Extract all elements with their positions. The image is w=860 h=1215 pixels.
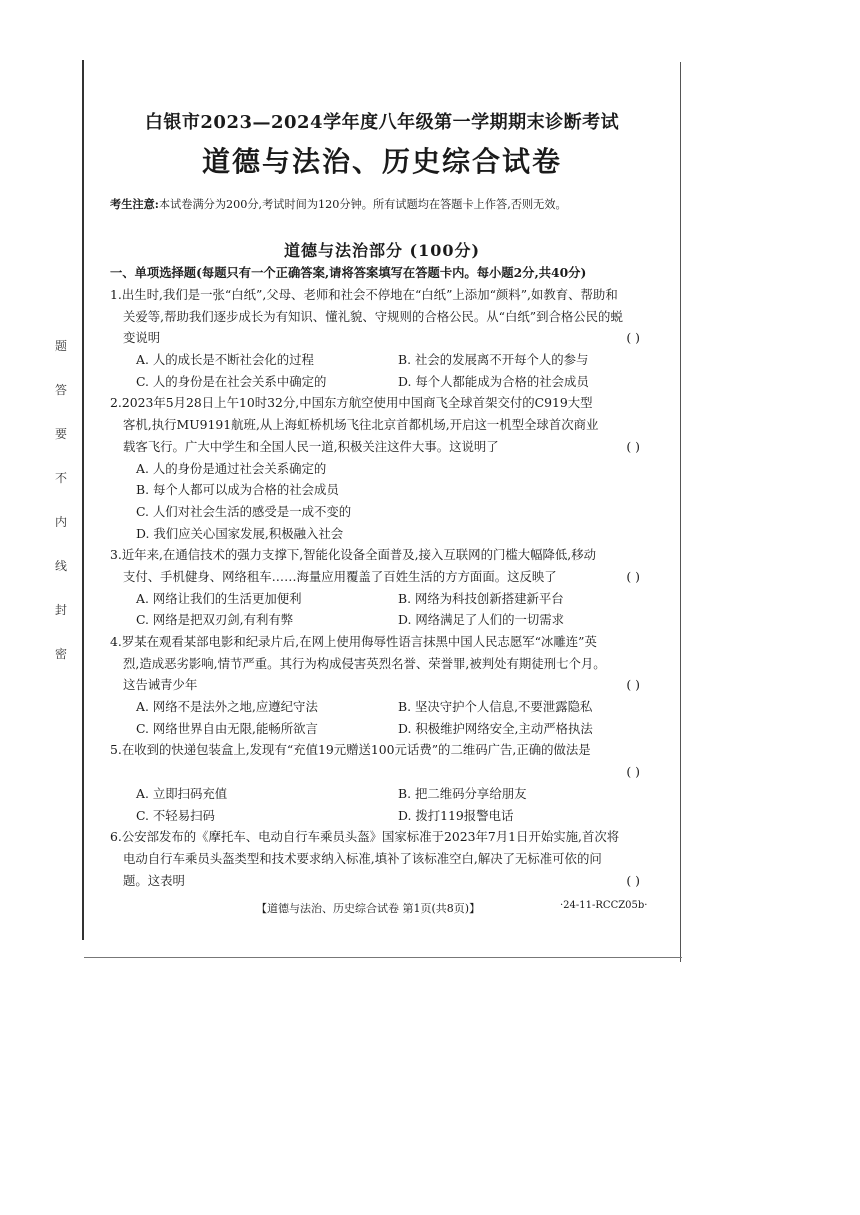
question-1 (110, 284, 678, 392)
question-text (110, 870, 678, 892)
part-header: 一、单项选择题(每题只有一个正确答案,请将答案填写在答题卡内。每小题2分,共40分) (110, 265, 587, 280)
answer-bracket: ( ) (626, 330, 640, 346)
question-5 (110, 739, 678, 826)
option-row (110, 609, 678, 631)
option-a: A. 网络不是法外之地,应遵纪守法 (136, 699, 318, 715)
option-d: D. 每个人都能成为合格的社会成员 (398, 373, 589, 389)
option-row (110, 718, 678, 740)
question-6 (110, 826, 678, 891)
seal-line (50, 340, 72, 660)
paper-code: ·24-11-RCCZ05b· (560, 900, 648, 911)
option-a: A. 网络让我们的生活更加便利 (136, 590, 302, 606)
answer-bracket: ( ) (626, 677, 640, 693)
question-text: 电动自行车乘员头盔类型和技术要求纳入标准,填补了该标准空白,解决了无标准可依的问 (123, 850, 602, 866)
question-text: 5.在收到的快递包装盒上,发现有“充值19元赠送100元话费”的二维码广告,正确的做法是 (110, 742, 591, 758)
exam-title: 白银市2023—2024学年度八年级第一学期期末诊断考试 (144, 112, 620, 133)
question-text: 烈,造成恶劣影响,情节严重。其行为构成侵害英烈名誉、荣誉罪,被判处有期徒刑七个月。 (123, 655, 606, 671)
seal-char: 要 (54, 427, 67, 441)
option-c: C. 人的身份是在社会关系中确定的 (136, 373, 327, 389)
option-b: B. 社会的发展离不开每个人的参与 (398, 352, 589, 368)
option-row (110, 371, 678, 393)
question-text-end: 载客飞行。广大中学生和全国人民一道,积极关注这件大事。这说明了 (123, 438, 499, 454)
seal-char: 封 (54, 603, 67, 617)
option-row (110, 588, 678, 610)
question-text (110, 674, 678, 696)
seal-char: 密 (54, 647, 67, 661)
question-text (110, 327, 678, 349)
question-3 (110, 544, 678, 631)
option-a: A. 立即扫码充值 (136, 785, 228, 801)
question-2 (110, 392, 678, 544)
option-c: C. 人们对社会生活的感受是一成不变的 (136, 503, 352, 519)
exam-subtitle: 道德与法治、历史综合试卷 (201, 145, 562, 178)
option-d: D. 我们应关心国家发展,积极融入社会 (136, 525, 344, 541)
question-text (110, 566, 678, 588)
option-row (110, 696, 678, 718)
question-text (110, 436, 678, 458)
question-text-end: 支付、手机健身、网络租车……海量应用覆盖了百姓生活的方方面面。这反映了 (123, 568, 557, 584)
answer-bracket: ( ) (626, 568, 640, 584)
question-text: 2.2023年5月28日上午10时32分,中国东方航空使用中国商飞全球首架交付的C919大型 (110, 395, 593, 411)
option-a: A. 人的成长是不断社会化的过程 (136, 352, 314, 368)
seal-char: 题 (54, 339, 67, 353)
question-list (110, 284, 678, 891)
question-text: 3.近年来,在通信技术的强力支撑下,智能化设备全面普及,接入互联网的门槛大幅降低,移动 (110, 547, 597, 563)
option-row (110, 805, 678, 827)
exam-header (84, 108, 680, 180)
right-border-line (680, 62, 681, 962)
option-b: B. 把二维码分享给朋友 (398, 785, 527, 801)
left-border-line (82, 60, 84, 940)
question-text: 6.公安部发布的《摩托车、电动自行车乘员头盔》国家标准于2023年7月1日开始实施,首次将 (110, 829, 620, 845)
option-b: B. 每个人都可以成为合格的社会成员 (136, 482, 339, 498)
option-d: D. 网络满足了人们的一切需求 (398, 612, 565, 628)
option-b: B. 网络为科技创新搭建新平台 (398, 590, 564, 606)
notice-label: 考生注意: (110, 197, 159, 211)
question-text: 1.出生时,我们是一张“白纸”,父母、老师和社会不停地在“白纸”上添加“颜料”,如教育、帮助和 (110, 287, 618, 302)
section-title: 道德与法治部分 (100分) (283, 241, 481, 260)
answer-bracket: ( ) (626, 764, 640, 780)
option-row (110, 783, 678, 805)
seal-char: 线 (54, 559, 67, 573)
option-row (110, 349, 678, 371)
seal-char: 内 (54, 515, 67, 529)
option-b: B. 坚决守护个人信息,不要泄露隐私 (398, 699, 593, 715)
page-footer: 【道德与法治、历史综合试卷 第1页(共8页)】 (256, 902, 481, 915)
candidate-notice (110, 196, 680, 212)
seal-char: 答 (54, 383, 67, 397)
option-c: C. 网络世界自由无限,能畅所欲言 (136, 720, 318, 736)
option-d: D. 积极维护网络安全,主动严格执法 (398, 720, 593, 736)
answer-bracket: ( ) (626, 438, 640, 454)
question-text-end: 题。这表明 (123, 872, 185, 888)
bottom-border-line (84, 957, 682, 958)
option-a: A. 人的身份是通过社会关系确定的 (136, 460, 327, 476)
notice-text: 本试卷满分为200分,考试时间为120分钟。所有试题均在答题卡上作答,否则无效。 (158, 198, 567, 211)
option-c: C. 网络是把双刃剑,有利有弊 (136, 612, 294, 628)
option-d: D. 拨打119报警电话 (398, 807, 514, 823)
question-text-end: 这告诫青少年 (123, 677, 198, 693)
question-text: 关爱等,帮助我们逐步成长为有知识、懂礼貌、守规则的合格公民。从“白纸”到合格公民的蜕 (123, 308, 623, 324)
question-text: 4.罗某在观看某部电影和纪录片后,在网上使用侮辱性语言抹黑中国人民志愿军“冰雕连”英 (110, 634, 597, 649)
answer-bracket: ( ) (626, 872, 640, 888)
option-c: C. 不轻易扫码 (136, 807, 215, 823)
question-text-end: 变说明 (123, 330, 161, 346)
question-4 (110, 631, 678, 739)
seal-char: 不 (54, 471, 67, 485)
question-text (110, 761, 678, 783)
question-text: 客机,执行MU9191航班,从上海虹桥机场飞往北京首都机场,开启这一机型全球首次商业 (123, 417, 599, 433)
